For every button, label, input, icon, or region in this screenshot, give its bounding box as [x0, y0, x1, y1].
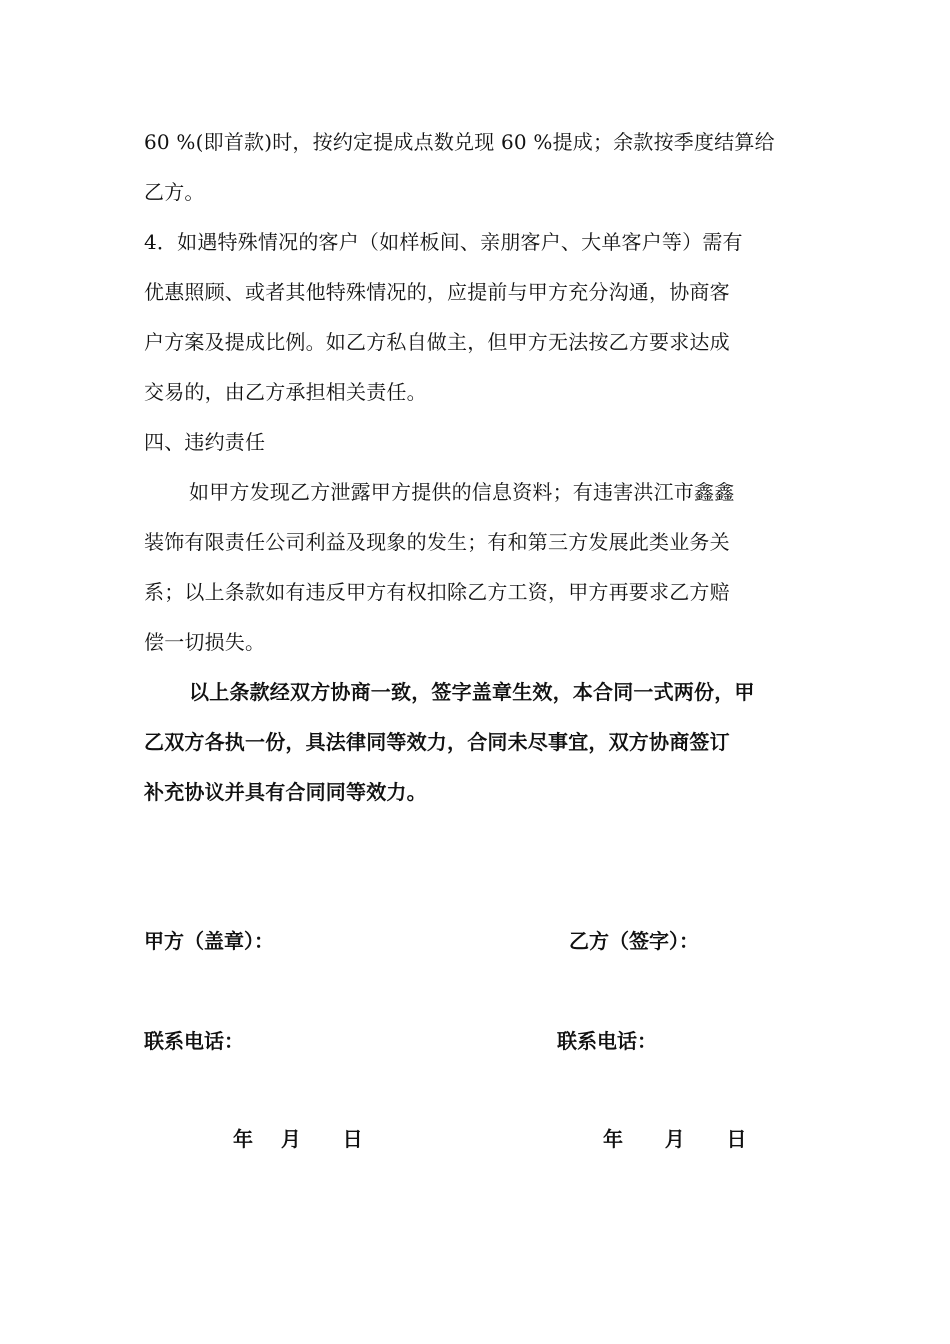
- body-line-11: 偿一切损失。: [144, 630, 266, 654]
- body-line-10: 系；以上条款如有违反甲方有权扣除乙方工资，甲方再要求乙方赔: [144, 580, 730, 604]
- party-b-sign-label: 乙方（签字）：: [569, 929, 699, 953]
- closing-line-1: 以上条款经双方协商一致，签字盖章生效，本合同一式两份，甲: [189, 680, 755, 704]
- body-line-5: 户方案及提成比例。如乙方私自做主，但甲方无法按乙方要求达成: [144, 330, 730, 354]
- body-line-8: 如甲方发现乙方泄露甲方提供的信息资料；有违害洪江市鑫鑫: [189, 480, 735, 504]
- party-b-phone-label: 联系电话：: [557, 1029, 657, 1053]
- closing-line-3: 补充协议并具有合同同等效力。: [144, 780, 427, 804]
- party-a-phone-label: 联系电话：: [144, 1029, 244, 1053]
- body-line-2: 乙方。: [144, 180, 205, 204]
- closing-line-2: 乙双方各执一份，具法律同等效力，合同未尽事宜，双方协商签订: [144, 730, 730, 754]
- body-line-4: 优惠照顾、或者其他特殊情况的，应提前与甲方充分沟通，协商客: [144, 280, 730, 304]
- body-line-1: 60 %(即首款)时，按约定提成点数兑现 60 %提成；余款按季度结算给: [144, 130, 775, 154]
- body-line-6: 交易的，由乙方承担相关责任。: [144, 380, 427, 404]
- party-b-date: 年 月 日: [603, 1127, 747, 1151]
- party-a-date: 年 月 日: [233, 1127, 363, 1151]
- body-line-3: 4．如遇特殊情况的客户（如样板间、亲朋客户、大单客户等）需有: [144, 230, 743, 254]
- body-line-9: 装饰有限责任公司利益及现象的发生；有和第三方发展此类业务关: [144, 530, 730, 554]
- party-a-seal-label: 甲方（盖章）：: [144, 929, 274, 953]
- section-heading-breach: 四、违约责任: [144, 430, 266, 454]
